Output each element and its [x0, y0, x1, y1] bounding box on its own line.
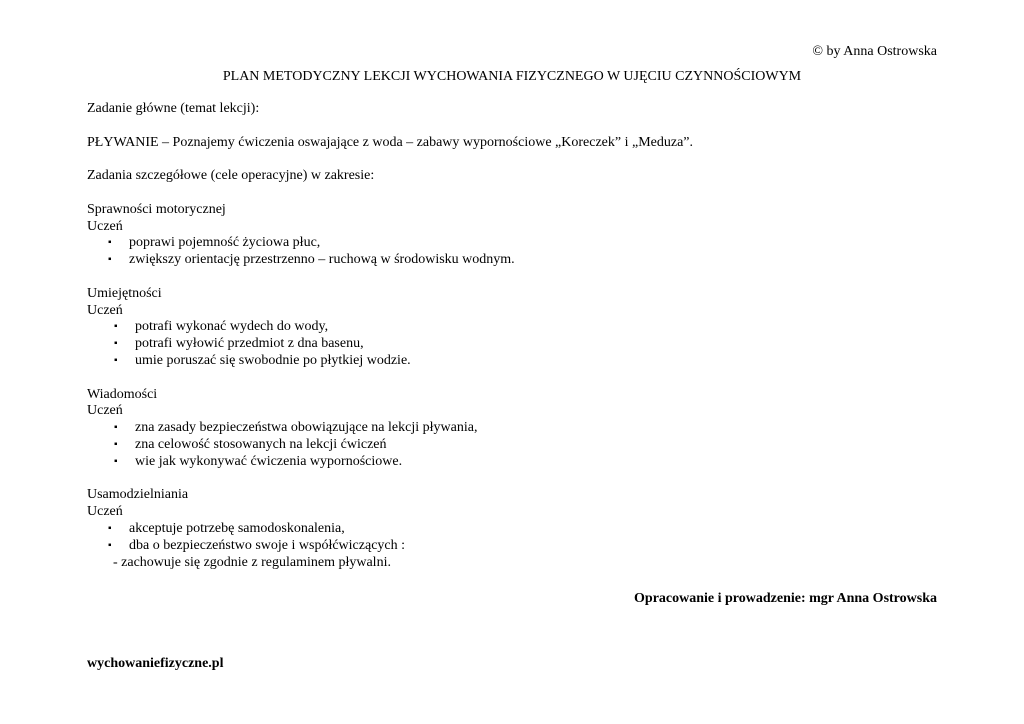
section-heading: Usamodzielniania	[87, 487, 189, 503]
bullet-icon: ▪	[114, 438, 118, 450]
list-item-text: zna zasady bezpieczeństwa obowiązujące na lekcji pływania,	[135, 420, 478, 436]
main-task-label: Zadanie główne (temat lekcji):	[87, 101, 260, 116]
document-body	[87, 101, 947, 571]
list-item-text: umie poruszać się swobodnie po płytkiej wodzie.	[135, 352, 411, 368]
list-item-text: zna celowość stosowanych na lekcji ćwiczeń	[135, 436, 387, 452]
section-independence	[87, 487, 947, 571]
list-item-text: akceptuje potrzebę samodoskonalenia,	[129, 520, 345, 536]
list-item	[87, 420, 947, 437]
copyright-note: © by Anna Ostrowska	[812, 44, 937, 59]
list-item	[87, 353, 947, 370]
bullet-icon: ▪	[114, 422, 118, 434]
detailed-tasks-label: Zadania szczegółowe (cele operacyjne) w zakresie:	[87, 168, 375, 184]
main-task-topic: PŁYWANIE – Poznajemy ćwiczenia oswajające z woda – zabawy wypornościowe „Koreczek” i „Meduza”.	[87, 134, 694, 150]
list-item-text: potrafi wyłowić przedmiot z dna basenu,	[135, 336, 364, 352]
list-item	[87, 454, 947, 471]
list-item	[87, 521, 947, 538]
list-item	[87, 336, 947, 353]
author-signature: Opracowanie i prowadzenie: mgr Anna Ostrowska	[634, 591, 937, 606]
bullet-icon: ▪	[108, 539, 112, 551]
list-item-text: wie jak wykonywać ćwiczenia wypornościowe.	[135, 453, 403, 469]
bullet-icon: ▪	[108, 522, 112, 534]
section-subject: Uczeń	[87, 504, 123, 520]
section-heading: Wiadomości	[87, 386, 158, 402]
section-subject: Uczeń	[87, 302, 123, 318]
section-knowledge	[87, 387, 947, 471]
list-item-text: dba o bezpieczeństwo swoje i współćwiczących :	[129, 537, 406, 553]
bullet-icon: ▪	[114, 354, 118, 366]
footer-website: wychowaniefizyczne.pl	[87, 656, 224, 671]
bullet-icon: ▪	[114, 338, 118, 350]
list-subitem: - zachowuje się zgodnie z regulaminem pływalni.	[113, 554, 391, 570]
list-item	[87, 235, 947, 252]
bullet-icon: ▪	[108, 254, 112, 266]
section-motor-skills	[87, 202, 947, 269]
list-item	[87, 319, 947, 336]
bullet-icon: ▪	[114, 321, 118, 333]
list-item-text: potrafi wykonać wydech do wody,	[135, 319, 329, 335]
page-title: PLAN METODYCZNY LEKCJI WYCHOWANIA FIZYCZNEGO W UJĘCIU CZYNNOŚCIOWYM	[222, 69, 802, 84]
section-subject: Uczeń	[87, 218, 123, 234]
list-item-text: zwiększy orientację przestrzenno – ruchową w środowisku wodnym.	[129, 252, 515, 268]
bullet-icon: ▪	[114, 455, 118, 467]
list-item-text: poprawi pojemność życiowa płuc,	[129, 235, 321, 251]
section-skills	[87, 286, 947, 370]
section-heading: Umiejętności	[87, 285, 162, 301]
list-item	[87, 538, 947, 555]
section-subject: Uczeń	[87, 403, 123, 419]
list-item	[87, 252, 947, 269]
section-heading: Sprawności motorycznej	[87, 201, 226, 217]
list-item	[87, 437, 947, 454]
bullet-icon: ▪	[108, 237, 112, 249]
